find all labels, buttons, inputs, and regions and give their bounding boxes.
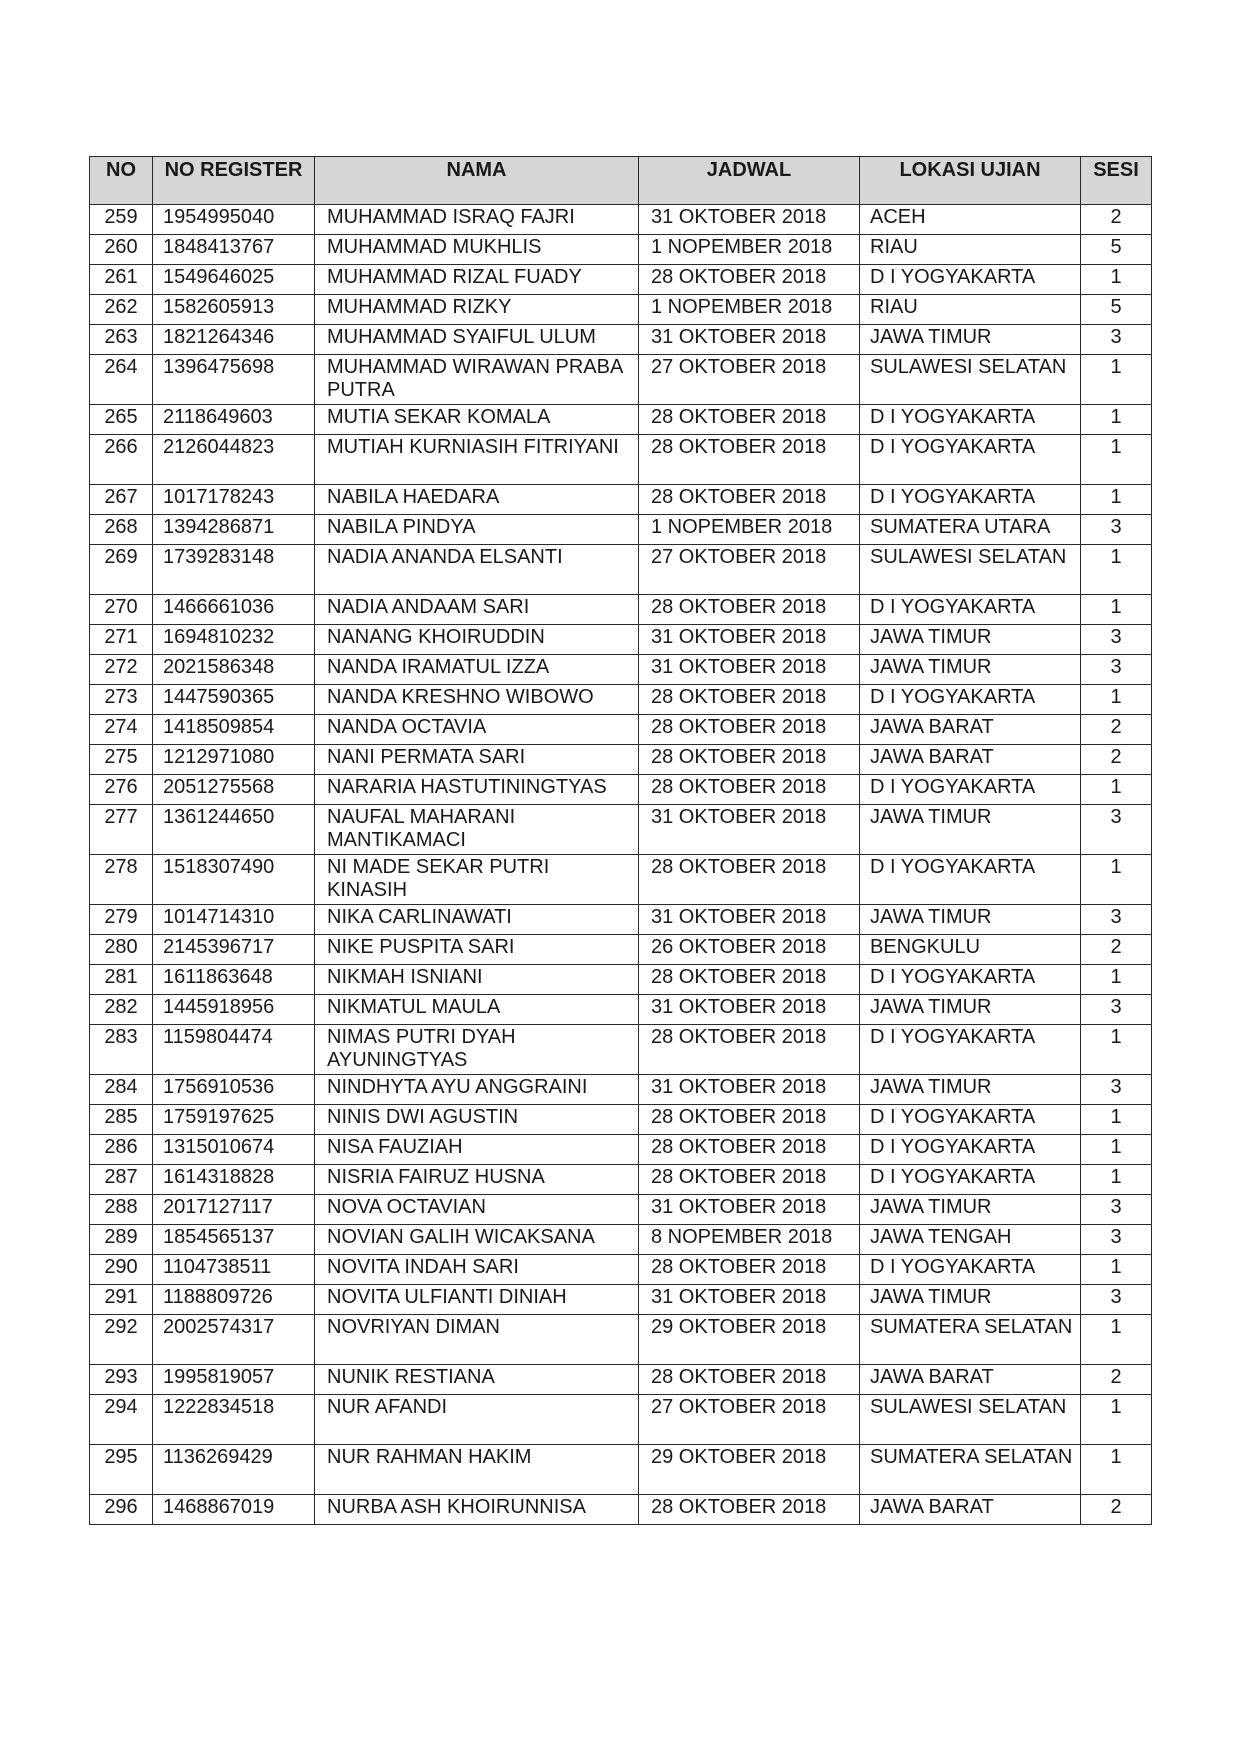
cell-lokasi: D I YOGYAKARTA — [860, 485, 1081, 515]
header-sesi: SESI — [1081, 157, 1152, 205]
cell-lokasi: SUMATERA SELATAN — [860, 1445, 1081, 1495]
cell-nama: NINIS DWI AGUSTIN — [315, 1105, 639, 1135]
cell-nama: NURBA ASH KHOIRUNNISA — [315, 1495, 639, 1525]
table-row — [90, 965, 1152, 995]
cell-register: 2051275568 — [153, 775, 315, 805]
cell-register: 1611863648 — [153, 965, 315, 995]
cell-jadwal: 31 OKTOBER 2018 — [639, 905, 860, 935]
cell-jadwal: 31 OKTOBER 2018 — [639, 325, 860, 355]
cell-sesi: 3 — [1081, 1285, 1152, 1315]
cell-lokasi: SULAWESI SELATAN — [860, 545, 1081, 595]
cell-no: 294 — [90, 1395, 153, 1445]
cell-nama: NADIA ANDAAM SARI — [315, 595, 639, 625]
cell-register: 1694810232 — [153, 625, 315, 655]
cell-jadwal: 28 OKTOBER 2018 — [639, 775, 860, 805]
cell-no: 291 — [90, 1285, 153, 1315]
cell-jadwal: 31 OKTOBER 2018 — [639, 655, 860, 685]
cell-lokasi: JAWA BARAT — [860, 715, 1081, 745]
cell-jadwal: 28 OKTOBER 2018 — [639, 1135, 860, 1165]
cell-nama: NOVIAN GALIH WICAKSANA — [315, 1225, 639, 1255]
cell-register: 1104738511 — [153, 1255, 315, 1285]
cell-jadwal: 31 OKTOBER 2018 — [639, 805, 860, 855]
cell-sesi: 3 — [1081, 905, 1152, 935]
cell-no: 260 — [90, 235, 153, 265]
table-row — [90, 1135, 1152, 1165]
cell-no: 267 — [90, 485, 153, 515]
table-row — [90, 1225, 1152, 1255]
cell-sesi: 1 — [1081, 1135, 1152, 1165]
cell-lokasi: D I YOGYAKARTA — [860, 1135, 1081, 1165]
cell-no: 262 — [90, 295, 153, 325]
cell-register: 1017178243 — [153, 485, 315, 515]
table-row — [90, 355, 1152, 405]
cell-jadwal: 28 OKTOBER 2018 — [639, 265, 860, 295]
cell-no: 263 — [90, 325, 153, 355]
cell-sesi: 1 — [1081, 1255, 1152, 1285]
cell-no: 261 — [90, 265, 153, 295]
table-row — [90, 995, 1152, 1025]
cell-jadwal: 28 OKTOBER 2018 — [639, 435, 860, 485]
cell-register: 2002574317 — [153, 1315, 315, 1365]
cell-register: 1159804474 — [153, 1025, 315, 1075]
table-row — [90, 485, 1152, 515]
cell-sesi: 1 — [1081, 545, 1152, 595]
cell-jadwal: 31 OKTOBER 2018 — [639, 1285, 860, 1315]
cell-no: 296 — [90, 1495, 153, 1525]
cell-nama: NAUFAL MAHARANI MANTIKAMACI — [315, 805, 639, 855]
cell-nama: NANANG KHOIRUDDIN — [315, 625, 639, 655]
cell-no: 279 — [90, 905, 153, 935]
cell-nama: NOVA OCTAVIAN — [315, 1195, 639, 1225]
table-row — [90, 1495, 1152, 1525]
cell-jadwal: 28 OKTOBER 2018 — [639, 855, 860, 905]
cell-nama: NUR RAHMAN HAKIM — [315, 1445, 639, 1495]
table-row — [90, 855, 1152, 905]
cell-no: 283 — [90, 1025, 153, 1075]
table-row — [90, 905, 1152, 935]
cell-sesi: 1 — [1081, 485, 1152, 515]
cell-no: 274 — [90, 715, 153, 745]
cell-jadwal: 31 OKTOBER 2018 — [639, 1075, 860, 1105]
cell-lokasi: D I YOGYAKARTA — [860, 965, 1081, 995]
cell-nama: MUHAMMAD RIZKY — [315, 295, 639, 325]
cell-sesi: 1 — [1081, 965, 1152, 995]
cell-no: 280 — [90, 935, 153, 965]
cell-no: 264 — [90, 355, 153, 405]
cell-register: 2021586348 — [153, 655, 315, 685]
cell-register: 1396475698 — [153, 355, 315, 405]
cell-jadwal: 26 OKTOBER 2018 — [639, 935, 860, 965]
cell-no: 284 — [90, 1075, 153, 1105]
cell-sesi: 1 — [1081, 1165, 1152, 1195]
cell-register: 1995819057 — [153, 1365, 315, 1395]
header-jadwal: JADWAL — [639, 157, 860, 205]
cell-lokasi: JAWA TIMUR — [860, 655, 1081, 685]
cell-lokasi: D I YOGYAKARTA — [860, 595, 1081, 625]
cell-no: 269 — [90, 545, 153, 595]
cell-lokasi: SULAWESI SELATAN — [860, 1395, 1081, 1445]
cell-jadwal: 31 OKTOBER 2018 — [639, 625, 860, 655]
cell-sesi: 1 — [1081, 1315, 1152, 1365]
cell-jadwal: 29 OKTOBER 2018 — [639, 1315, 860, 1365]
cell-sesi: 1 — [1081, 1105, 1152, 1135]
table-row — [90, 235, 1152, 265]
cell-lokasi: JAWA TENGAH — [860, 1225, 1081, 1255]
cell-nama: NI MADE SEKAR PUTRI KINASIH — [315, 855, 639, 905]
cell-register: 1954995040 — [153, 205, 315, 235]
cell-sesi: 2 — [1081, 715, 1152, 745]
cell-sesi: 1 — [1081, 685, 1152, 715]
cell-no: 292 — [90, 1315, 153, 1365]
cell-nama: NISRIA FAIRUZ HUSNA — [315, 1165, 639, 1195]
cell-no: 278 — [90, 855, 153, 905]
cell-nama: NIMAS PUTRI DYAH AYUNINGTYAS — [315, 1025, 639, 1075]
table-row — [90, 1285, 1152, 1315]
cell-nama: NIKE PUSPITA SARI — [315, 935, 639, 965]
cell-register: 1468867019 — [153, 1495, 315, 1525]
cell-sesi: 1 — [1081, 855, 1152, 905]
cell-no: 272 — [90, 655, 153, 685]
cell-nama: MUHAMMAD WIRAWAN PRABA PUTRA — [315, 355, 639, 405]
cell-jadwal: 27 OKTOBER 2018 — [639, 545, 860, 595]
cell-register: 1614318828 — [153, 1165, 315, 1195]
table-row — [90, 435, 1152, 485]
table-row — [90, 935, 1152, 965]
cell-sesi: 1 — [1081, 1445, 1152, 1495]
cell-sesi: 3 — [1081, 625, 1152, 655]
cell-jadwal: 29 OKTOBER 2018 — [639, 1445, 860, 1495]
cell-jadwal: 28 OKTOBER 2018 — [639, 1165, 860, 1195]
cell-register: 1739283148 — [153, 545, 315, 595]
cell-nama: NABILA HAEDARA — [315, 485, 639, 515]
cell-lokasi: JAWA TIMUR — [860, 625, 1081, 655]
cell-nama: NUR AFANDI — [315, 1395, 639, 1445]
table-row — [90, 1395, 1152, 1445]
table-row — [90, 295, 1152, 325]
header-no: NO — [90, 157, 153, 205]
cell-jadwal: 27 OKTOBER 2018 — [639, 1395, 860, 1445]
cell-sesi: 3 — [1081, 1225, 1152, 1255]
table-row — [90, 1445, 1152, 1495]
cell-jadwal: 28 OKTOBER 2018 — [639, 1495, 860, 1525]
cell-sesi: 1 — [1081, 435, 1152, 485]
cell-no: 275 — [90, 745, 153, 775]
cell-sesi: 1 — [1081, 1025, 1152, 1075]
cell-lokasi: D I YOGYAKARTA — [860, 855, 1081, 905]
table-row — [90, 265, 1152, 295]
cell-jadwal: 31 OKTOBER 2018 — [639, 1195, 860, 1225]
cell-nama: MUHAMMAD RIZAL FUADY — [315, 265, 639, 295]
cell-nama: NUNIK RESTIANA — [315, 1365, 639, 1395]
cell-no: 286 — [90, 1135, 153, 1165]
cell-sesi: 3 — [1081, 995, 1152, 1025]
table-row — [90, 625, 1152, 655]
cell-no: 273 — [90, 685, 153, 715]
cell-sesi: 5 — [1081, 295, 1152, 325]
table-row — [90, 325, 1152, 355]
cell-jadwal: 28 OKTOBER 2018 — [639, 485, 860, 515]
cell-jadwal: 28 OKTOBER 2018 — [639, 685, 860, 715]
cell-register: 1418509854 — [153, 715, 315, 745]
cell-nama: NANDA KRESHNO WIBOWO — [315, 685, 639, 715]
header-lokasi: LOKASI UJIAN — [860, 157, 1081, 205]
cell-no: 265 — [90, 405, 153, 435]
cell-sesi: 2 — [1081, 205, 1152, 235]
cell-jadwal: 28 OKTOBER 2018 — [639, 595, 860, 625]
cell-sesi: 5 — [1081, 235, 1152, 265]
cell-lokasi: SUMATERA UTARA — [860, 515, 1081, 545]
cell-register: 2145396717 — [153, 935, 315, 965]
cell-register: 1854565137 — [153, 1225, 315, 1255]
cell-nama: MUTIA SEKAR KOMALA — [315, 405, 639, 435]
cell-register: 1582605913 — [153, 295, 315, 325]
cell-no: 277 — [90, 805, 153, 855]
cell-no: 285 — [90, 1105, 153, 1135]
cell-sesi: 2 — [1081, 1365, 1152, 1395]
cell-register: 1759197625 — [153, 1105, 315, 1135]
table-row — [90, 1365, 1152, 1395]
cell-lokasi: JAWA TIMUR — [860, 905, 1081, 935]
cell-register: 1212971080 — [153, 745, 315, 775]
cell-register: 1188809726 — [153, 1285, 315, 1315]
participant-schedule-sheet — [89, 156, 1151, 1525]
cell-sesi: 1 — [1081, 355, 1152, 405]
cell-nama: NANI PERMATA SARI — [315, 745, 639, 775]
cell-jadwal: 28 OKTOBER 2018 — [639, 1365, 860, 1395]
cell-jadwal: 28 OKTOBER 2018 — [639, 745, 860, 775]
cell-nama: NANDA OCTAVIA — [315, 715, 639, 745]
cell-lokasi: JAWA TIMUR — [860, 1075, 1081, 1105]
cell-sesi: 1 — [1081, 265, 1152, 295]
cell-lokasi: ACEH — [860, 205, 1081, 235]
table-row — [90, 655, 1152, 685]
cell-register: 1518307490 — [153, 855, 315, 905]
cell-lokasi: D I YOGYAKARTA — [860, 435, 1081, 485]
cell-register: 1222834518 — [153, 1395, 315, 1445]
cell-lokasi: D I YOGYAKARTA — [860, 1105, 1081, 1135]
cell-sesi: 1 — [1081, 775, 1152, 805]
header-register: NO REGISTER — [153, 157, 315, 205]
cell-nama: MUHAMMAD MUKHLIS — [315, 235, 639, 265]
table-row — [90, 205, 1152, 235]
table-row — [90, 1025, 1152, 1075]
cell-jadwal: 1 NOPEMBER 2018 — [639, 295, 860, 325]
cell-nama: NOVITA ULFIANTI DINIAH — [315, 1285, 639, 1315]
table-row — [90, 1165, 1152, 1195]
header-row — [90, 157, 1152, 205]
table-row — [90, 405, 1152, 435]
cell-lokasi: D I YOGYAKARTA — [860, 685, 1081, 715]
cell-jadwal: 28 OKTOBER 2018 — [639, 1105, 860, 1135]
cell-register: 1361244650 — [153, 805, 315, 855]
cell-nama: NIKA CARLINAWATI — [315, 905, 639, 935]
table-row — [90, 1105, 1152, 1135]
header-nama: NAMA — [315, 157, 639, 205]
cell-lokasi: JAWA TIMUR — [860, 805, 1081, 855]
cell-register: 1466661036 — [153, 595, 315, 625]
cell-register: 1136269429 — [153, 1445, 315, 1495]
cell-sesi: 2 — [1081, 935, 1152, 965]
cell-nama: NISA FAUZIAH — [315, 1135, 639, 1165]
cell-lokasi: JAWA BARAT — [860, 1495, 1081, 1525]
cell-nama: NIKMATUL MAULA — [315, 995, 639, 1025]
cell-no: 293 — [90, 1365, 153, 1395]
cell-lokasi: D I YOGYAKARTA — [860, 1255, 1081, 1285]
table-row — [90, 805, 1152, 855]
table-row — [90, 545, 1152, 595]
cell-no: 268 — [90, 515, 153, 545]
cell-no: 266 — [90, 435, 153, 485]
cell-lokasi: JAWA TIMUR — [860, 325, 1081, 355]
cell-register: 1014714310 — [153, 905, 315, 935]
cell-register: 1756910536 — [153, 1075, 315, 1105]
cell-register: 1315010674 — [153, 1135, 315, 1165]
cell-jadwal: 8 NOPEMBER 2018 — [639, 1225, 860, 1255]
cell-lokasi: JAWA BARAT — [860, 1365, 1081, 1395]
cell-register: 1549646025 — [153, 265, 315, 295]
cell-jadwal: 27 OKTOBER 2018 — [639, 355, 860, 405]
cell-no: 290 — [90, 1255, 153, 1285]
cell-sesi: 3 — [1081, 1195, 1152, 1225]
cell-no: 276 — [90, 775, 153, 805]
table-row — [90, 715, 1152, 745]
cell-register: 2017127117 — [153, 1195, 315, 1225]
table-row — [90, 685, 1152, 715]
cell-sesi: 3 — [1081, 1075, 1152, 1105]
cell-sesi: 1 — [1081, 1395, 1152, 1445]
table-row — [90, 515, 1152, 545]
cell-lokasi: BENGKULU — [860, 935, 1081, 965]
cell-sesi: 3 — [1081, 325, 1152, 355]
cell-lokasi: SUMATERA SELATAN — [860, 1315, 1081, 1365]
cell-nama: NANDA IRAMATUL IZZA — [315, 655, 639, 685]
cell-sesi: 3 — [1081, 805, 1152, 855]
cell-nama: NIKMAH ISNIANI — [315, 965, 639, 995]
cell-lokasi: JAWA TIMUR — [860, 1285, 1081, 1315]
cell-register: 2118649603 — [153, 405, 315, 435]
cell-sesi: 3 — [1081, 515, 1152, 545]
cell-nama: NOVITA INDAH SARI — [315, 1255, 639, 1285]
cell-nama: MUHAMMAD ISRAQ FAJRI — [315, 205, 639, 235]
cell-nama: NABILA PINDYA — [315, 515, 639, 545]
cell-jadwal: 28 OKTOBER 2018 — [639, 715, 860, 745]
cell-lokasi: D I YOGYAKARTA — [860, 1025, 1081, 1075]
cell-register: 1445918956 — [153, 995, 315, 1025]
table-row — [90, 1075, 1152, 1105]
cell-lokasi: RIAU — [860, 295, 1081, 325]
table-row — [90, 1315, 1152, 1365]
table-row — [90, 745, 1152, 775]
cell-jadwal: 28 OKTOBER 2018 — [639, 1255, 860, 1285]
cell-jadwal: 28 OKTOBER 2018 — [639, 405, 860, 435]
cell-lokasi: D I YOGYAKARTA — [860, 775, 1081, 805]
cell-lokasi: D I YOGYAKARTA — [860, 1165, 1081, 1195]
table-row — [90, 1255, 1152, 1285]
cell-sesi: 2 — [1081, 1495, 1152, 1525]
cell-register: 1848413767 — [153, 235, 315, 265]
cell-lokasi: JAWA TIMUR — [860, 1195, 1081, 1225]
cell-nama: MUHAMMAD SYAIFUL ULUM — [315, 325, 639, 355]
cell-nama: NOVRIYAN DIMAN — [315, 1315, 639, 1365]
cell-no: 281 — [90, 965, 153, 995]
table-row — [90, 775, 1152, 805]
cell-no: 271 — [90, 625, 153, 655]
table-row — [90, 1195, 1152, 1225]
cell-no: 295 — [90, 1445, 153, 1495]
cell-sesi: 1 — [1081, 595, 1152, 625]
cell-jadwal: 31 OKTOBER 2018 — [639, 205, 860, 235]
table-header — [90, 157, 1152, 205]
cell-lokasi: SULAWESI SELATAN — [860, 355, 1081, 405]
cell-jadwal: 28 OKTOBER 2018 — [639, 965, 860, 995]
cell-jadwal: 31 OKTOBER 2018 — [639, 995, 860, 1025]
cell-sesi: 1 — [1081, 405, 1152, 435]
cell-nama: NINDHYTA AYU ANGGRAINI — [315, 1075, 639, 1105]
cell-lokasi: D I YOGYAKARTA — [860, 405, 1081, 435]
cell-lokasi: D I YOGYAKARTA — [860, 265, 1081, 295]
cell-no: 288 — [90, 1195, 153, 1225]
table-row — [90, 595, 1152, 625]
cell-no: 259 — [90, 205, 153, 235]
participant-table — [89, 156, 1152, 1525]
cell-lokasi: JAWA BARAT — [860, 745, 1081, 775]
cell-jadwal: 1 NOPEMBER 2018 — [639, 235, 860, 265]
cell-register: 1394286871 — [153, 515, 315, 545]
cell-register: 2126044823 — [153, 435, 315, 485]
cell-jadwal: 28 OKTOBER 2018 — [639, 1025, 860, 1075]
cell-sesi: 2 — [1081, 745, 1152, 775]
cell-nama: NADIA ANANDA ELSANTI — [315, 545, 639, 595]
cell-no: 270 — [90, 595, 153, 625]
cell-no: 282 — [90, 995, 153, 1025]
cell-register: 1447590365 — [153, 685, 315, 715]
table-body — [90, 205, 1152, 1525]
cell-sesi: 3 — [1081, 655, 1152, 685]
cell-jadwal: 1 NOPEMBER 2018 — [639, 515, 860, 545]
cell-register: 1821264346 — [153, 325, 315, 355]
cell-nama: NARARIA HASTUTININGTYAS — [315, 775, 639, 805]
cell-no: 287 — [90, 1165, 153, 1195]
cell-nama: MUTIAH KURNIASIH FITRIYANI — [315, 435, 639, 485]
cell-no: 289 — [90, 1225, 153, 1255]
cell-lokasi: JAWA TIMUR — [860, 995, 1081, 1025]
cell-lokasi: RIAU — [860, 235, 1081, 265]
